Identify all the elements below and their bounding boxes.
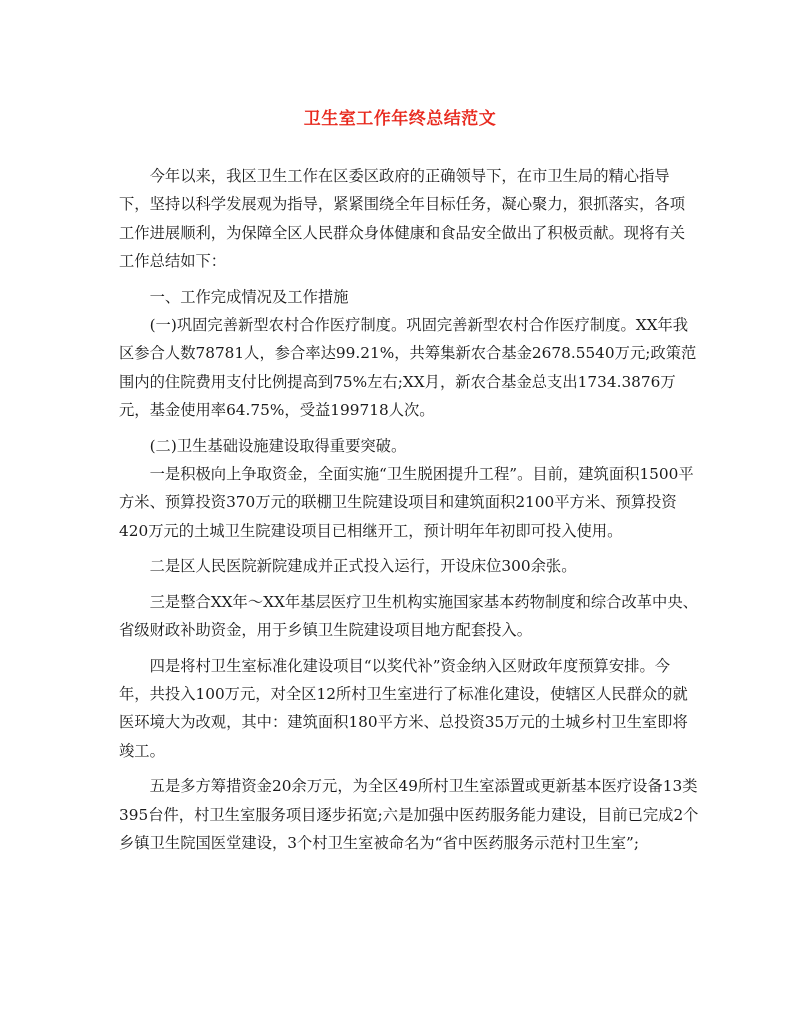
paragraph-item-2: 二是区人民医院新院建成并正式投入运行，开设床位300余张。: [149, 557, 577, 576]
section-heading: 一、工作完成情况及工作措施: [149, 287, 349, 306]
subsection-heading: (二)卫生基础设施建设取得重要突破。: [149, 436, 407, 455]
paragraph-item-3: 三是整合XX年～XX年基层医疗卫生机构实施国家基本药物制度和综合改革中央、省级财政补助资金，用于乡镇卫生院建设项目地方配套投入。: [119, 592, 698, 640]
paragraph-ncms: (一)巩固完善新型农村合作医疗制度。巩固完善新型农村合作医疗制度。XX年我区参合人数78781人，参合率达99.21%，共筹集新农合基金2678.5540万元;政策范围内的住院费用支付比例提高到75%左右;XX月，新农合基金总支出1734.3876万元，基金使用率64.75%，受益199718人次。: [119, 316, 697, 420]
paragraph-item-1: 一是积极向上争取资金，全面实施“卫生脱困提升工程”。目前，建筑面积1500平方米、预算投资370万元的联棚卫生院建设项目和建筑面积2100平方米、预算投资420万元的土城卫生院建设项目已相继开工，预计明年年初即可投入使用。: [119, 465, 694, 540]
document-body: [119, 162, 699, 864]
paragraph-intro: 今年以来，我区卫生工作在区委区政府的正确领导下，在市卫生局的精心指导下，坚持以科学发展观为指导，紧紧围绕全年目标任务，凝心聚力，狠抓落实，各项工作进展顺利，为保障全区人民群众身体健康和食品安全做出了积极贡献。现将有关工作总结如下：: [119, 167, 685, 271]
document-title: 卫生室工作年终总结范文: [303, 109, 497, 129]
paragraph-item-5: 五是多方筹措资金20余万元，为全区49所村卫生室添置或更新基本医疗设备13类395台件，村卫生室服务项目逐步拓宽;六是加强中医药服务能力建设，目前已完成2个乡镇卫生院国医堂建设，3个村卫生室被命名为“省中医药服务示范村卫生室”;: [119, 777, 699, 852]
paragraph-item-4: 四是将村卫生室标准化建设项目“以奖代补”资金纳入区财政年度预算安排。今年，共投入100万元，对全区12所村卫生室进行了标准化建设，使辖区人民群众的就医环境大为改观，其中：建筑面积180平方米、总投资35万元的土城乡村卫生室即将竣工。: [119, 656, 688, 760]
